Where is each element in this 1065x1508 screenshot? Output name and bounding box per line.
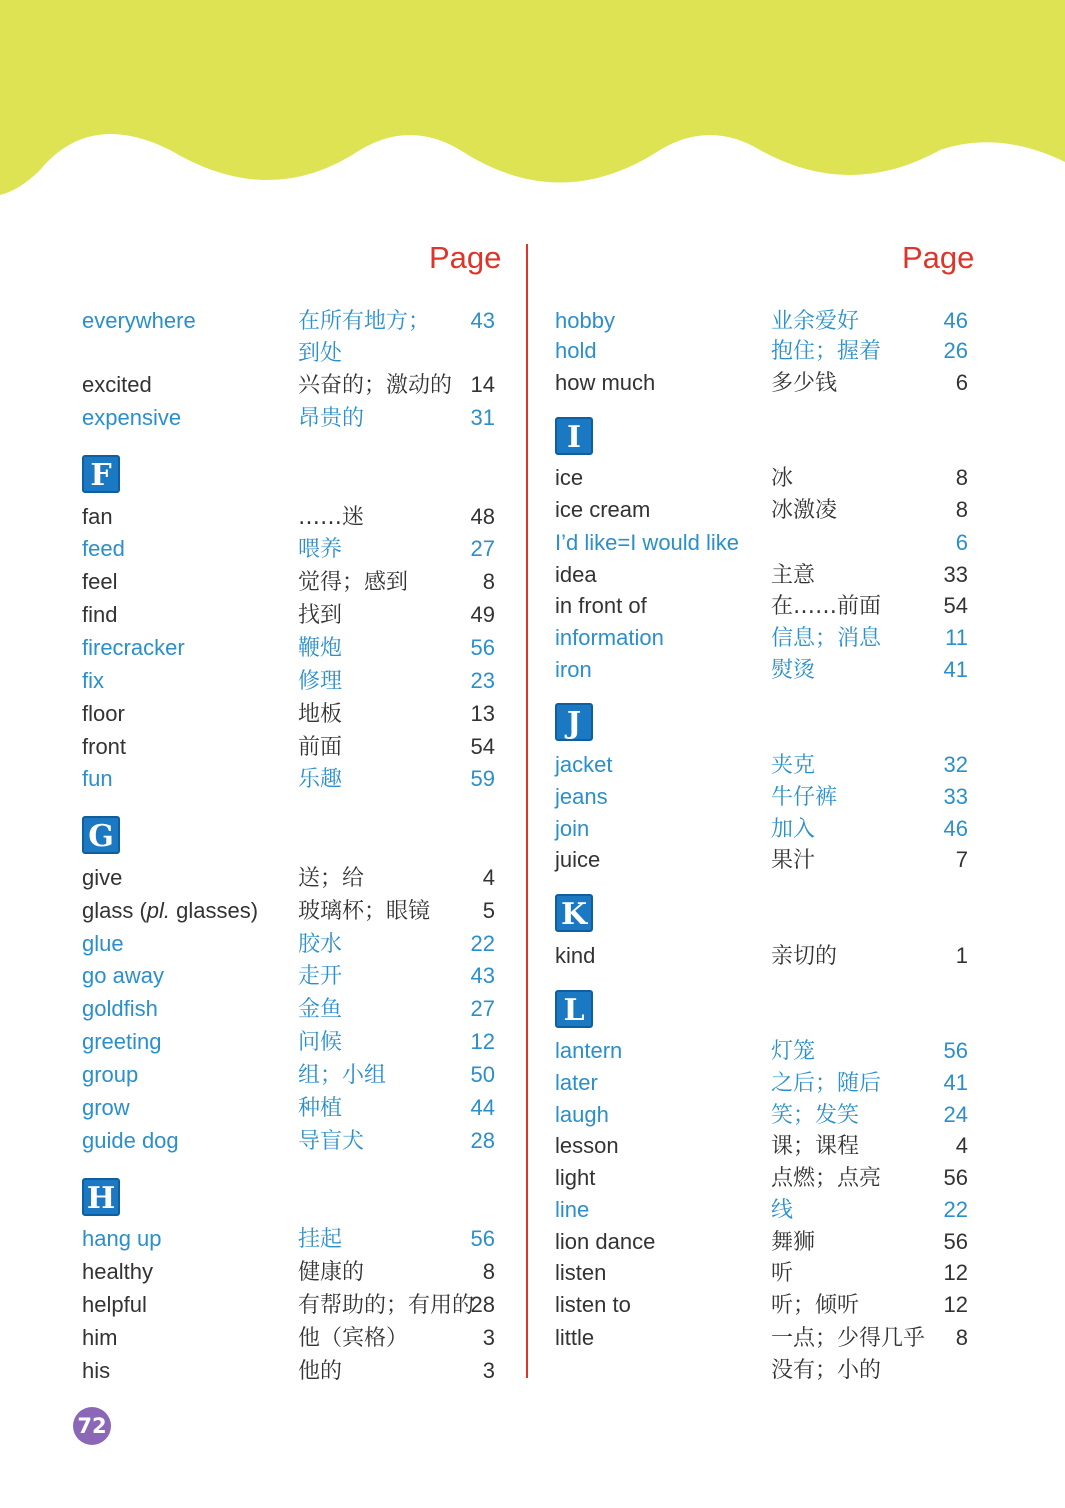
entry-english: juice xyxy=(555,847,601,872)
entry-chinese xyxy=(771,1290,859,1322)
entry-english: hold xyxy=(555,338,597,363)
entry-chinese xyxy=(771,623,881,655)
entry-english: expensive xyxy=(82,405,182,430)
entry-english: lion dance xyxy=(555,1229,656,1254)
entry-english xyxy=(82,896,258,926)
entry-english: light xyxy=(555,1165,596,1190)
entry-page-number: 31 xyxy=(470,405,495,430)
entry-chinese xyxy=(771,1323,925,1387)
entry-chinese xyxy=(298,1027,342,1059)
entry-chinese-line: 在……前面 xyxy=(771,594,882,619)
entry-chinese xyxy=(771,591,881,623)
entry-chinese xyxy=(771,814,815,846)
entry-chinese-line: 笑；发笑 xyxy=(771,1103,860,1128)
entry-page-number: 6 xyxy=(955,530,968,555)
entry-page-number: 44 xyxy=(470,1095,495,1120)
entry-english: guide dog xyxy=(82,1128,179,1153)
entry-chinese xyxy=(298,699,342,731)
entry-chinese xyxy=(771,368,837,400)
entry-chinese-line: 挂起 xyxy=(298,1227,343,1252)
section-letter-l: L xyxy=(555,990,593,1028)
plural-abbrev: pl. xyxy=(146,898,171,923)
entry-english: group xyxy=(82,1062,139,1087)
entry-chinese-line: 多少钱 xyxy=(771,371,838,396)
entry-chinese-line: 胶水 xyxy=(298,932,343,957)
entry-english: hobby xyxy=(555,308,615,333)
entry-page-number: 27 xyxy=(470,996,495,1021)
entry-chinese-line: 课；课程 xyxy=(771,1134,860,1159)
entry-english: helpful xyxy=(82,1292,147,1317)
entry-english-word: glass ( xyxy=(82,898,147,923)
entry-chinese-line: 他的 xyxy=(298,1359,343,1384)
section-letter-h: H xyxy=(82,1178,120,1216)
entry-chinese-line: 加入 xyxy=(771,817,816,842)
entry-chinese-line: 冰激凌 xyxy=(771,498,838,523)
entry-page-number: 28 xyxy=(470,1292,495,1317)
entry-chinese-line: 主意 xyxy=(771,563,816,588)
entry-english: fan xyxy=(82,504,113,529)
entry-chinese-line: ……迷 xyxy=(298,505,365,530)
entry-chinese xyxy=(298,896,430,928)
entry-chinese-line: 前面 xyxy=(298,735,343,760)
entry-chinese-line: 夹克 xyxy=(771,753,816,778)
entry-chinese-line: 信息；消息 xyxy=(771,626,882,651)
entry-chinese-line: 没有；小的 xyxy=(771,1358,882,1383)
entry-english: give xyxy=(82,865,123,890)
section-letter-k: K xyxy=(555,894,593,932)
entry-chinese xyxy=(298,306,430,370)
entry-chinese-line: 一点；少得几乎 xyxy=(771,1326,926,1351)
entry-chinese-line: 地板 xyxy=(298,702,343,727)
entry-page-number: 12 xyxy=(470,1029,495,1054)
entry-english: fun xyxy=(82,766,113,791)
entry-page-number: 1 xyxy=(955,943,968,968)
entry-chinese xyxy=(298,764,342,796)
entry-page-number: 33 xyxy=(943,784,968,809)
entry-page-number: 24 xyxy=(943,1102,968,1127)
column-divider xyxy=(526,244,528,1378)
entry-english: everywhere xyxy=(82,308,196,333)
section-letter-i: I xyxy=(555,417,593,455)
entry-chinese xyxy=(771,1036,815,1068)
entry-chinese xyxy=(298,863,364,895)
entry-page-number: 49 xyxy=(470,602,495,627)
entry-chinese xyxy=(298,633,342,665)
entry-chinese-line: 点燃；点亮 xyxy=(771,1166,882,1191)
entry-page-number: 28 xyxy=(470,1128,495,1153)
entry-chinese xyxy=(298,961,342,993)
entry-chinese-line: 业余爱好 xyxy=(771,309,860,334)
entry-chinese xyxy=(771,782,837,814)
entry-english: jacket xyxy=(555,752,613,777)
entry-english: little xyxy=(555,1325,595,1350)
entry-chinese xyxy=(298,1126,364,1158)
entry-chinese xyxy=(771,1163,881,1195)
entry-page-number: 46 xyxy=(943,816,968,841)
entry-chinese xyxy=(771,1131,859,1163)
entry-english: healthy xyxy=(82,1259,153,1284)
entry-page-number: 12 xyxy=(943,1292,968,1317)
entry-chinese xyxy=(771,1068,881,1100)
entry-chinese xyxy=(298,929,342,961)
entry-english: go away xyxy=(82,963,164,988)
entry-chinese-line: 在所有地方； xyxy=(298,309,431,334)
entry-english: ice xyxy=(555,465,584,490)
entry-chinese-line: 金鱼 xyxy=(298,997,343,1022)
entry-page-number: 27 xyxy=(470,536,495,561)
entry-page-number: 48 xyxy=(470,504,495,529)
entry-chinese xyxy=(298,666,342,698)
entry-english: him xyxy=(82,1325,118,1350)
entry-chinese-line: 喂养 xyxy=(298,537,343,562)
entry-chinese xyxy=(298,370,452,402)
entry-chinese-line: 鞭炮 xyxy=(298,636,343,661)
entry-page-number: 43 xyxy=(470,308,495,333)
entry-page-number: 33 xyxy=(943,562,968,587)
entry-page-number: 8 xyxy=(955,465,968,490)
entry-chinese-line: 健康的 xyxy=(298,1260,365,1285)
entry-chinese xyxy=(298,534,342,566)
section-letter-j: J xyxy=(555,703,593,741)
entry-page-number: 54 xyxy=(470,734,495,759)
entry-page-number: 26 xyxy=(943,338,968,363)
entry-page-number: 8 xyxy=(955,1325,968,1350)
entry-chinese xyxy=(298,1290,474,1322)
entry-page-number: 56 xyxy=(470,635,495,660)
entry-chinese xyxy=(298,600,342,632)
entry-english: find xyxy=(82,602,118,627)
entry-page-number: 41 xyxy=(943,657,968,682)
entry-english: idea xyxy=(555,562,597,587)
entry-chinese xyxy=(298,567,408,599)
entry-page-number: 4 xyxy=(482,865,495,890)
entry-chinese xyxy=(771,306,859,338)
entry-page-number: 59 xyxy=(470,766,495,791)
entry-page-number: 22 xyxy=(470,931,495,956)
entry-english: line xyxy=(555,1197,590,1222)
entry-chinese-line: 兴奋的；激动的 xyxy=(298,373,453,398)
entry-chinese xyxy=(298,732,342,764)
entry-english: goldfish xyxy=(82,996,158,1021)
entry-page-number: 6 xyxy=(955,370,968,395)
entry-english: floor xyxy=(82,701,125,726)
entry-english: firecracker xyxy=(82,635,185,660)
entry-page-number: 56 xyxy=(943,1038,968,1063)
entry-english: front xyxy=(82,734,127,759)
entry-chinese-line: 送；给 xyxy=(298,866,365,891)
entry-chinese-line: 有帮助的；有用的 xyxy=(298,1293,475,1318)
entry-english: feel xyxy=(82,569,118,594)
entry-page-number: 56 xyxy=(943,1165,968,1190)
entry-chinese-line: 之后；随后 xyxy=(771,1071,882,1096)
entry-english: information xyxy=(555,625,664,650)
entry-chinese-line: 种植 xyxy=(298,1096,343,1121)
entry-chinese xyxy=(771,655,815,687)
entry-page-number: 46 xyxy=(943,308,968,333)
entry-chinese xyxy=(298,1224,342,1256)
right-page-header: Page xyxy=(902,240,975,275)
entry-english: excited xyxy=(82,372,152,397)
entry-chinese xyxy=(771,845,815,877)
entry-chinese xyxy=(771,1227,815,1259)
entry-english: greeting xyxy=(82,1029,162,1054)
entry-english: his xyxy=(82,1358,111,1383)
entry-english: lesson xyxy=(555,1133,619,1158)
entry-english: how much xyxy=(555,370,656,395)
entry-chinese-line: 听；倾听 xyxy=(771,1293,860,1318)
entry-english: ice cream xyxy=(555,497,651,522)
entry-english: jeans xyxy=(555,784,608,809)
entry-page-number: 12 xyxy=(943,1260,968,1285)
entry-chinese-line: 问候 xyxy=(298,1030,343,1055)
entry-page-number: 32 xyxy=(943,752,968,777)
entry-chinese-line: 线 xyxy=(771,1198,794,1223)
entry-page-number: 8 xyxy=(955,497,968,522)
entry-page-number: 4 xyxy=(955,1133,968,1158)
entry-page-number: 22 xyxy=(943,1197,968,1222)
entry-page-number: 8 xyxy=(482,1259,495,1284)
entry-chinese-line: 组；小组 xyxy=(298,1063,387,1088)
entry-chinese xyxy=(298,1356,342,1388)
entry-chinese xyxy=(298,1323,408,1355)
entry-chinese xyxy=(771,560,815,592)
entry-page-number: 54 xyxy=(943,593,968,618)
entry-chinese-line: 玻璃杯；眼镜 xyxy=(298,899,431,924)
entry-chinese-line: 熨烫 xyxy=(771,658,816,683)
entry-english: hang up xyxy=(82,1226,162,1251)
entry-chinese xyxy=(298,403,364,435)
entry-page-number: 3 xyxy=(482,1358,495,1383)
entry-chinese-line: 舞狮 xyxy=(771,1230,816,1255)
entry-english: listen xyxy=(555,1260,607,1285)
entry-page-number: 3 xyxy=(482,1325,495,1350)
entry-page-number: 56 xyxy=(943,1229,968,1254)
entry-chinese-line: 走开 xyxy=(298,964,343,989)
entry-chinese-line: 他（宾格） xyxy=(298,1326,409,1351)
entry-chinese-line: 抱住；握着 xyxy=(771,339,882,364)
entry-chinese xyxy=(771,941,837,973)
entry-english: join xyxy=(555,816,590,841)
entry-chinese-line: 听 xyxy=(771,1261,794,1286)
entry-chinese-line: 灯笼 xyxy=(771,1039,816,1064)
entry-chinese xyxy=(771,463,793,495)
entry-chinese-line: 牛仔裤 xyxy=(771,785,838,810)
entry-chinese-line: 昂贵的 xyxy=(298,406,365,431)
entry-english: glue xyxy=(82,931,124,956)
entry-page-number: 56 xyxy=(470,1226,495,1251)
entry-english: I’d like=I would like xyxy=(555,530,740,555)
entry-english: laugh xyxy=(555,1102,609,1127)
entry-english: grow xyxy=(82,1095,130,1120)
entry-chinese xyxy=(298,1093,342,1125)
entry-english: kind xyxy=(555,943,596,968)
entry-chinese-line: 亲切的 xyxy=(771,944,838,969)
entry-chinese xyxy=(771,336,881,368)
entry-chinese xyxy=(771,750,815,782)
entry-page-number: 43 xyxy=(470,963,495,988)
entry-chinese-line: 冰 xyxy=(771,466,794,491)
entry-page-number: 41 xyxy=(943,1070,968,1095)
entry-page-number: 14 xyxy=(470,372,495,397)
entry-english: fix xyxy=(82,668,104,693)
entry-chinese-line: 导盲犬 xyxy=(298,1129,365,1154)
entry-chinese-line: 乐趣 xyxy=(298,767,343,792)
entry-chinese xyxy=(771,1100,859,1132)
entry-page-number: 11 xyxy=(945,625,968,650)
entry-chinese xyxy=(771,495,837,527)
entry-chinese-line: 觉得；感到 xyxy=(298,570,409,595)
entry-page-number: 7 xyxy=(955,847,968,872)
entry-english: later xyxy=(555,1070,598,1095)
entry-chinese-line: 修理 xyxy=(298,669,343,694)
section-letter-g: G xyxy=(82,816,120,854)
entry-english: feed xyxy=(82,536,125,561)
entry-chinese-line: 果汁 xyxy=(771,848,816,873)
entry-english: lantern xyxy=(555,1038,623,1063)
section-letter-f: F xyxy=(82,455,120,493)
entry-chinese xyxy=(771,1258,793,1290)
entry-page-number: 13 xyxy=(470,701,495,726)
plural-form: glasses) xyxy=(170,898,259,923)
entry-english: in front of xyxy=(555,593,647,618)
left-page-header: Page xyxy=(429,240,502,275)
entry-page-number: 5 xyxy=(482,898,495,923)
entry-chinese-line: 到处 xyxy=(298,341,343,366)
entry-chinese xyxy=(771,1195,793,1227)
entry-page-number: 50 xyxy=(470,1062,495,1087)
entry-chinese xyxy=(298,1060,386,1092)
entry-english: iron xyxy=(555,657,592,682)
entry-chinese xyxy=(298,1257,364,1289)
entry-page-number: 23 xyxy=(470,668,495,693)
entry-english: listen to xyxy=(555,1292,631,1317)
entry-page-number: 8 xyxy=(482,569,495,594)
entry-chinese-line: 找到 xyxy=(298,603,343,628)
header-banner xyxy=(0,0,1065,210)
page-number-badge: 72 xyxy=(73,1407,111,1445)
entry-chinese xyxy=(298,502,364,534)
entry-chinese xyxy=(298,994,342,1026)
